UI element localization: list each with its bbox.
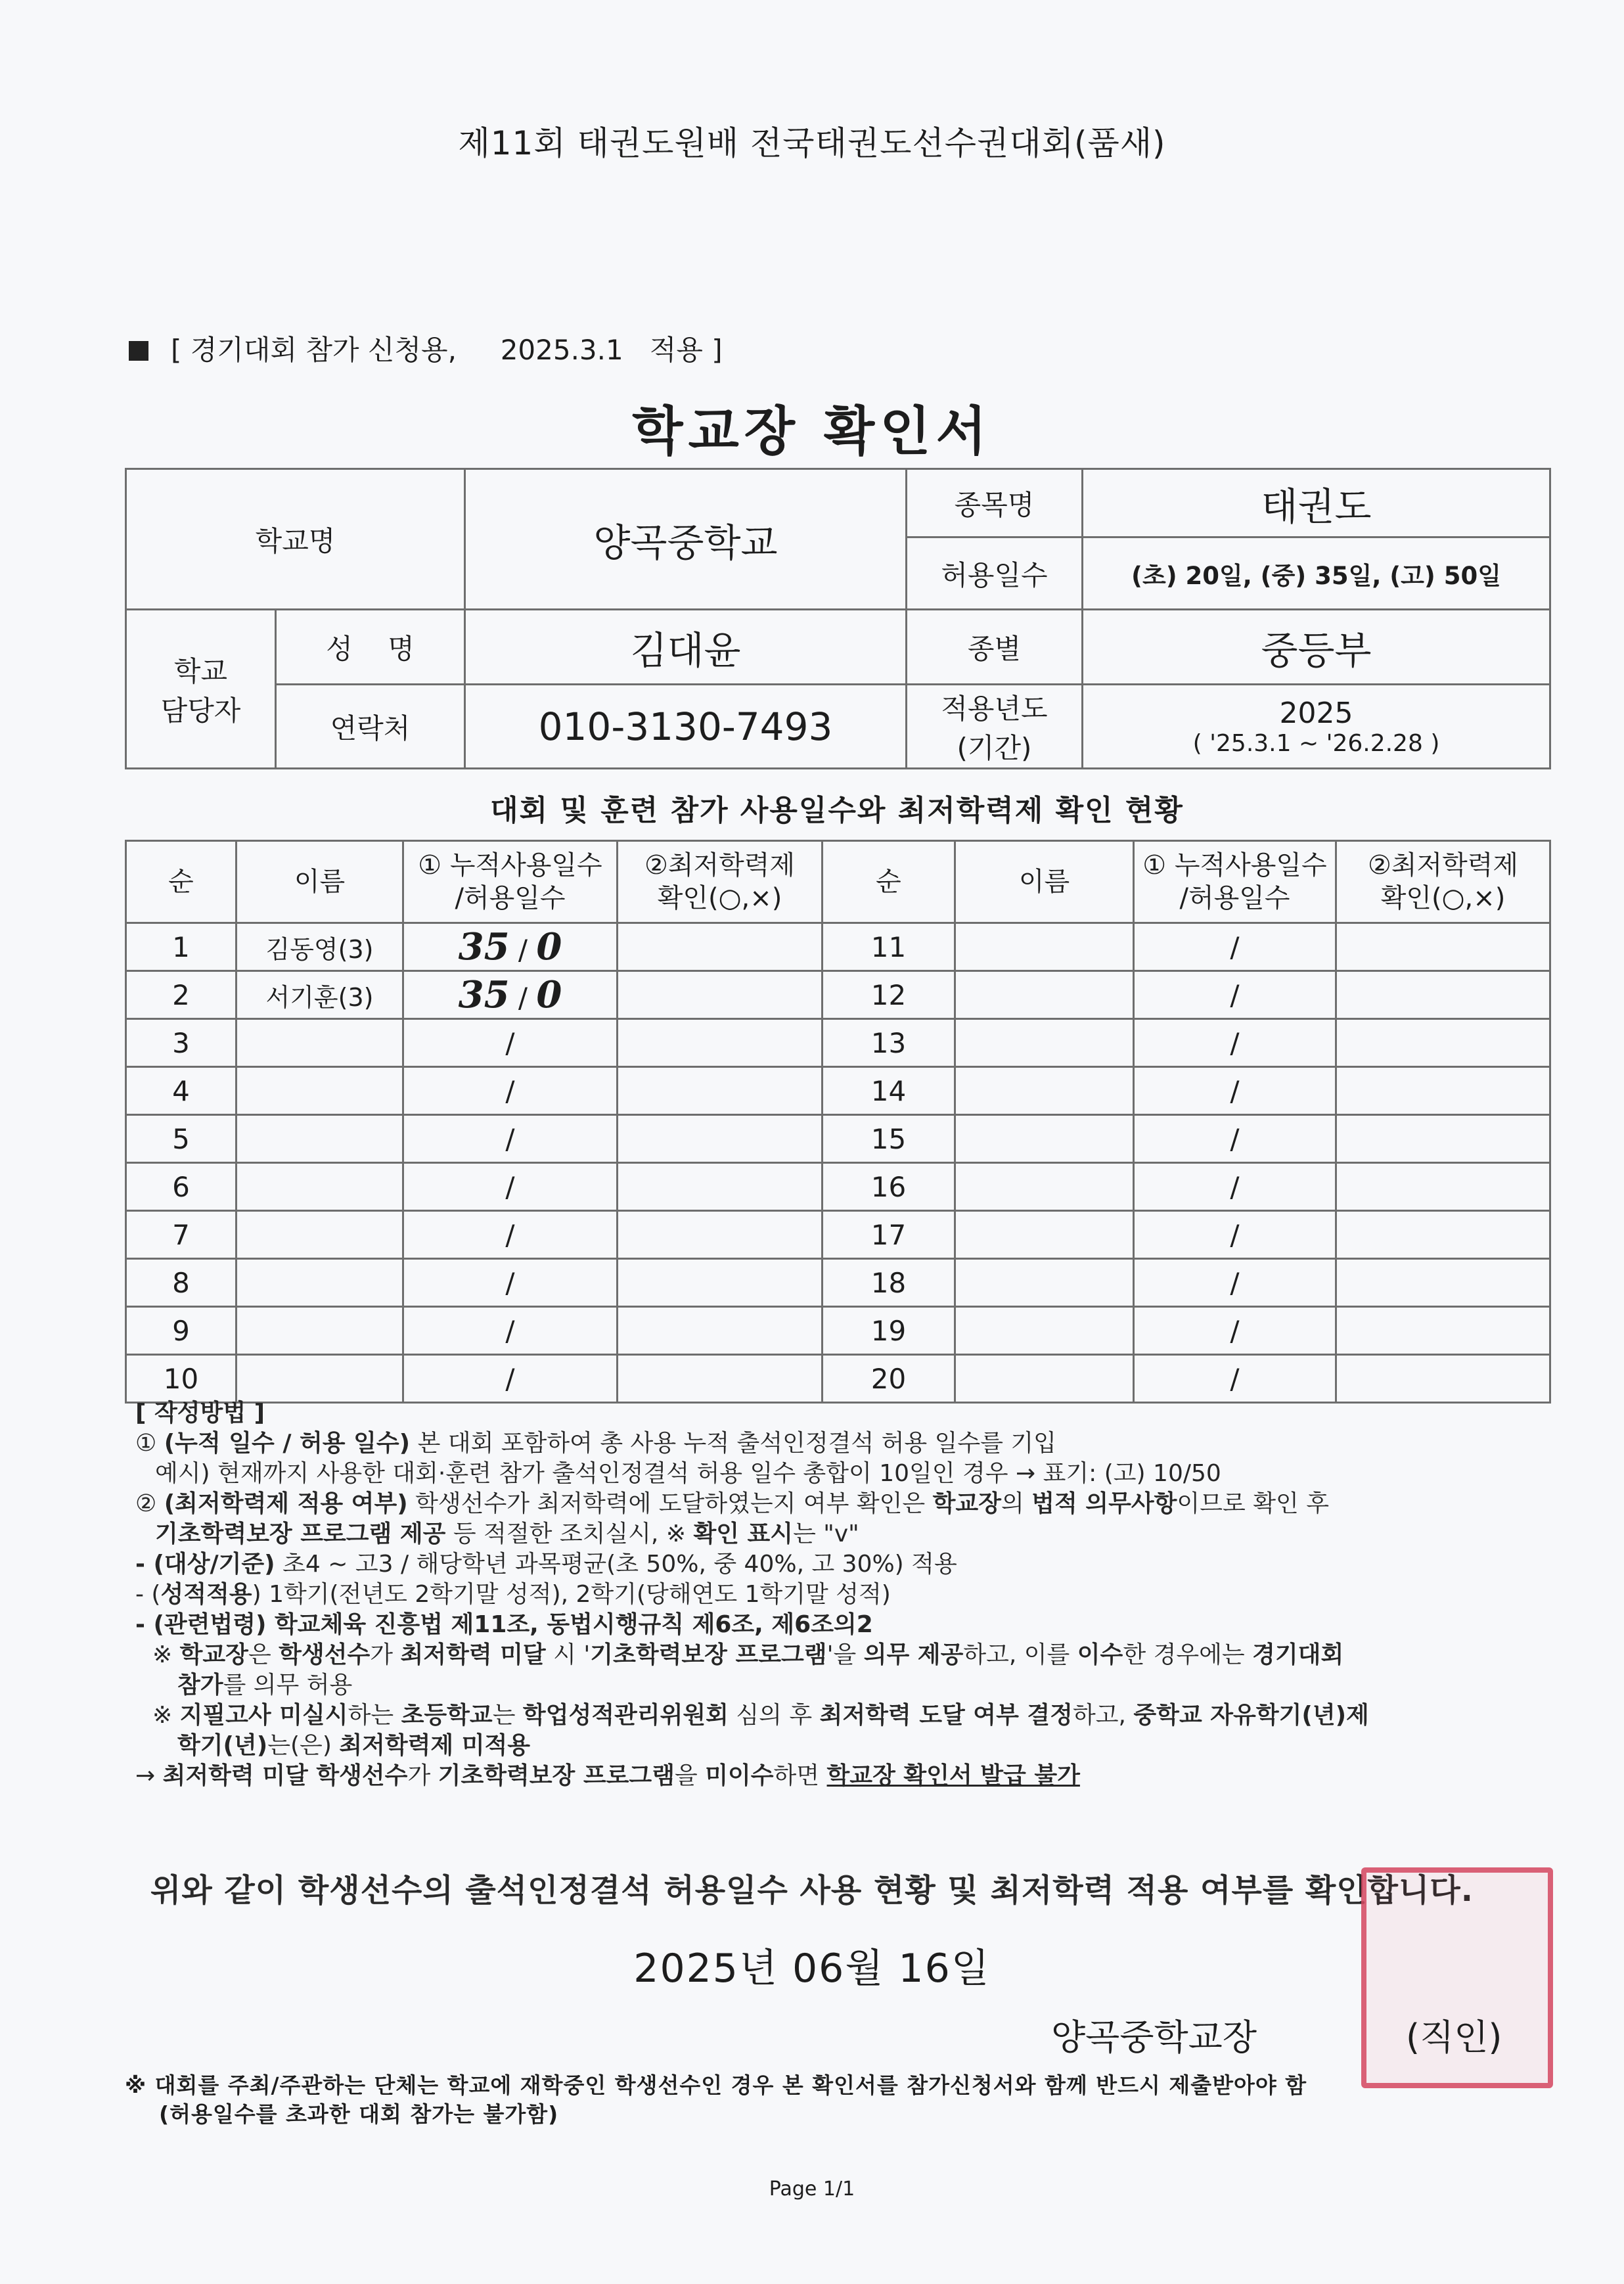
row-name: [237, 1019, 403, 1067]
row-days: /: [403, 1259, 618, 1307]
year-value: 2025: [1279, 696, 1353, 730]
row-slash: /: [518, 982, 528, 1014]
table-row: [126, 1115, 1550, 1163]
row-days-2: /: [1134, 1067, 1336, 1115]
header-min-line1: ②최저학력제: [644, 850, 796, 880]
n1-b: 학교장: [179, 1641, 248, 1668]
header-min-line2: 확인(○,×): [657, 883, 782, 913]
row-no: 6: [126, 1163, 237, 1211]
n1-f: 최저학력 미달: [400, 1641, 546, 1668]
name-value: 김대윤: [465, 610, 907, 685]
table-row: [126, 1259, 1550, 1307]
n3-a: →: [135, 1762, 163, 1789]
row-no-2: 20: [823, 1355, 955, 1403]
row-days: /: [403, 1115, 618, 1163]
sport-label: 종목명: [907, 469, 1083, 537]
n1-k: 하고, 이를: [963, 1641, 1077, 1668]
row-name: [237, 1259, 403, 1307]
allowed-days-value: (초) 20일, (중) 35일, (고) 50일: [1083, 537, 1550, 610]
n3-g: 하면: [773, 1762, 827, 1789]
row-name-2: [955, 1211, 1134, 1259]
row-check-2: [1336, 1067, 1550, 1115]
row-days: /: [403, 1019, 618, 1067]
d3-bold: - (관련법령) 학교체육 진흥법 제11조, 동법시행규칙 제6조, 제6조의2: [135, 1611, 873, 1638]
school-value: 양곡중학교: [465, 469, 907, 610]
row-days-2: /: [1134, 1355, 1336, 1403]
phone-label: 연락처: [276, 685, 465, 769]
row-name-2: [955, 1307, 1134, 1355]
document-title: 학교장 확인서: [632, 401, 992, 462]
row-check: [618, 1115, 823, 1163]
contact-person-label-line1: 학교: [173, 654, 228, 687]
row-check-2: [1336, 971, 1550, 1019]
header-days-line1: ① 누적사용일수: [418, 850, 602, 880]
contact-person-label-line2: 담당자: [160, 694, 241, 727]
contest-title: 제11회 태권도원배 전국태권도선수권대회(품새): [458, 124, 1166, 162]
row-check: [618, 923, 823, 971]
d1-bold: - (대상/기준): [135, 1551, 275, 1578]
note-1: [135, 1640, 1568, 1670]
form-label-text: [ 경기대회 참가 신청용, 2025.3.1 적용 ]: [171, 334, 723, 366]
row-check-2: [1336, 1211, 1550, 1259]
row-name-2: [955, 923, 1134, 971]
n2-j: 중학교 자유학기(년)제: [1133, 1702, 1369, 1729]
row-check: [618, 1355, 823, 1403]
row-allowed-days: 0: [536, 973, 562, 1016]
d2-text-b: ) 1학기(전년도 2학기말 성적), 2학기(당해연도 1학기말 성적): [252, 1581, 891, 1608]
row-used-days: 35: [458, 973, 510, 1016]
row-name: [237, 1115, 403, 1163]
n2-line2-bold: 학기(년): [177, 1732, 268, 1759]
n1-a: ※: [152, 1641, 180, 1668]
n2-c: 하는: [348, 1702, 401, 1729]
i2-text-c: 의: [1001, 1490, 1032, 1517]
i2-line2-bold2: 확인 표시: [693, 1520, 794, 1547]
n3-b: 최저학력 미달 학생선수: [162, 1762, 408, 1789]
row-days-2: /: [1134, 1163, 1336, 1211]
header-no: 순: [126, 841, 237, 923]
header-days-line2: /허용일수: [455, 883, 566, 913]
row-no: 9: [126, 1307, 237, 1355]
row-days-2: /: [1134, 923, 1336, 971]
footer-note-line2: (허용일수를 초과한 대회 참가는 불가함): [159, 2101, 559, 2127]
i2-line2-bold: 기초학력보장 프로그램 제공: [155, 1520, 446, 1547]
i2-bold-b: 학교장: [932, 1490, 1001, 1517]
row-days: /: [403, 1211, 618, 1259]
n1-d: 학생선수: [279, 1641, 371, 1668]
issue-date: 2025년 06월 16일: [633, 1946, 991, 1992]
detail-3: [135, 1610, 1568, 1640]
row-check-2: [1336, 1019, 1550, 1067]
i2-line2-text: 등 적절한 조치실시, ※: [445, 1520, 694, 1547]
header-min-2: [1336, 841, 1550, 923]
note-2-line2: [135, 1731, 1568, 1761]
row-name-2: [955, 1019, 1134, 1067]
row-days-2: /: [1134, 1259, 1336, 1307]
header-no-2: 순: [823, 841, 955, 923]
d1-text: 초4 ~ 고3 / 해당학년 과목평균(초 50%, 중 40%, 고 30%) 적용: [275, 1551, 957, 1578]
row-name: 김동영(3): [237, 923, 403, 971]
year-label-line1: 적용년도: [941, 692, 1048, 725]
header-name-2: 이름: [955, 841, 1134, 923]
school-label: 학교명: [126, 469, 465, 610]
row-name: [237, 1067, 403, 1115]
footer-note-line1: ※ 대회를 주최/주관하는 단체는 학교에 재학중인 학생선수인 경우 본 확인서를 참가신청서와 함께 반드시 제출받아야 함: [125, 2072, 1307, 2098]
principal-name: 양곡중학교장: [1051, 2017, 1257, 2058]
row-days: [403, 923, 618, 971]
row-days: [403, 971, 618, 1019]
header-days-2: [1134, 841, 1336, 923]
n2-a: ※: [152, 1702, 180, 1729]
table-row: [126, 971, 1550, 1019]
header-days-2-line2: /허용일수: [1179, 883, 1290, 913]
year-label-line2: (기간): [957, 731, 1032, 764]
n2-line2-text: 는(은): [267, 1732, 340, 1759]
row-no-2: 11: [823, 923, 955, 971]
i2-text-e: 이므로 확인 후: [1177, 1490, 1329, 1517]
row-no-2: 19: [823, 1307, 955, 1355]
row-no-2: 16: [823, 1163, 955, 1211]
header-min-2-line1: ②최저학력제: [1367, 850, 1519, 880]
header-days: [403, 841, 618, 923]
header-min-2-line2: 확인(○,×): [1380, 883, 1506, 913]
row-check-2: [1336, 923, 1550, 971]
row-no-2: 17: [823, 1211, 955, 1259]
n1-i: '을: [826, 1641, 864, 1668]
footer-note: [125, 2071, 1564, 2129]
n1-line2-bold: 참가: [177, 1672, 223, 1699]
note-3: [135, 1761, 1568, 1791]
division-label: 종별: [907, 610, 1083, 685]
n3-h: 학교장 확인서 발급 불가: [826, 1762, 1080, 1789]
row-no-2: 12: [823, 971, 955, 1019]
row-check-2: [1336, 1259, 1550, 1307]
seal-note: (직인): [1406, 2017, 1502, 2058]
row-days-2: /: [1134, 1019, 1336, 1067]
i1-text: 본 대회 포함하여 총 사용 누적 출석인정결석 허용 일수를 기입: [410, 1430, 1056, 1457]
n2-h: 최저학력 도달 여부 결정: [819, 1702, 1073, 1729]
instruction-1-example: [135, 1459, 1568, 1489]
row-days-2: /: [1134, 971, 1336, 1019]
i2-bold: (최저학력제 적용 여부): [164, 1490, 408, 1517]
header-days-2-line1: ① 누적사용일수: [1142, 850, 1327, 880]
row-check: [618, 1307, 823, 1355]
row-check: [618, 971, 823, 1019]
row-name: [237, 1163, 403, 1211]
phone-value: 010-3130-7493: [465, 685, 907, 769]
row-name-2: [955, 1355, 1134, 1403]
row-check-2: [1336, 1355, 1550, 1403]
n1-e: 가: [370, 1641, 401, 1668]
n3-f: 미이수: [705, 1762, 774, 1789]
form-label: [129, 329, 723, 368]
row-name-2: [955, 1067, 1134, 1115]
row-no: 1: [126, 923, 237, 971]
row-no: 4: [126, 1067, 237, 1115]
row-no: 2: [126, 971, 237, 1019]
row-name: [237, 1211, 403, 1259]
row-name: [237, 1355, 403, 1403]
sport-value: 태권도: [1083, 469, 1550, 537]
confirmation-statement: 위와 같이 학생선수의 출석인정결석 허용일수 사용 현황 및 최저학력 적용 여부를 확인합니다.: [150, 1872, 1474, 1909]
instructions: [135, 1398, 1568, 1791]
square-bullet-icon: [129, 341, 148, 361]
row-name: [237, 1307, 403, 1355]
row-check-2: [1336, 1307, 1550, 1355]
i1-example: 예시) 현재까지 사용한 대회·훈련 참가 출석인정결석 허용 일수 총합이 10일인 경우 → 표기: (고) 10/50: [155, 1460, 1221, 1487]
row-check-2: [1336, 1163, 1550, 1211]
row-name-2: [955, 1163, 1134, 1211]
period-value: ( '25.3.1 ~ '26.2.28 ): [1192, 729, 1440, 757]
instructions-heading: [135, 1398, 1568, 1428]
n3-c: 가: [407, 1762, 438, 1789]
table-row: [126, 1307, 1550, 1355]
n3-d: 기초학력보장 프로그램: [438, 1762, 675, 1789]
i1-bold: (누적 일수 / 허용 일수): [164, 1430, 411, 1457]
row-days: /: [403, 1067, 618, 1115]
instruction-1: [135, 1428, 1568, 1459]
n2-f: 학업성적관리위원회: [522, 1702, 729, 1729]
row-days-2: /: [1134, 1115, 1336, 1163]
n1-l: 이수: [1077, 1641, 1123, 1668]
i2-bold-d: 법적 의무사항: [1031, 1490, 1177, 1517]
row-name: 서기훈(3): [237, 971, 403, 1019]
usage-table: [125, 840, 1551, 1404]
table-row: [126, 1067, 1550, 1115]
row-check: [618, 1211, 823, 1259]
note-1-line2: [135, 1670, 1568, 1701]
row-no: 3: [126, 1019, 237, 1067]
row-days: /: [403, 1355, 618, 1403]
n1-c: 은: [248, 1641, 279, 1668]
row-used-days: 35: [458, 925, 510, 969]
table-row: [126, 923, 1550, 971]
d2-text-a: - (: [135, 1581, 161, 1608]
division-value: 중등부: [1083, 610, 1550, 685]
row-no: 7: [126, 1211, 237, 1259]
instruction-2-line2: [135, 1519, 1568, 1549]
name-label: 성 명: [276, 610, 465, 685]
n1-m: 한 경우에는: [1123, 1641, 1253, 1668]
year-label: [907, 685, 1083, 769]
table-row: [126, 1211, 1550, 1259]
row-days-2: /: [1134, 1211, 1336, 1259]
row-check: [618, 1067, 823, 1115]
page-number: Page 1/1: [769, 2178, 855, 2201]
note-2: [135, 1701, 1568, 1731]
n1-h: 기초학력보장 프로그램: [590, 1641, 827, 1668]
table-row: [126, 1163, 1550, 1211]
row-no: 5: [126, 1115, 237, 1163]
n2-b: 지필고사 미실시: [179, 1702, 348, 1729]
row-check: [618, 1019, 823, 1067]
table-row: [126, 1019, 1550, 1067]
allowed-days-label: 허용일수: [907, 537, 1083, 610]
n1-j: 의무 제공: [863, 1641, 964, 1668]
usage-table-header: [126, 841, 1550, 923]
row-check: [618, 1259, 823, 1307]
row-allowed-days: 0: [536, 925, 562, 969]
row-days: /: [403, 1307, 618, 1355]
n1-g: 시 ': [545, 1641, 591, 1668]
instructions-heading-text: [ 작성방법 ]: [135, 1400, 265, 1427]
d2-bold: 성적적용: [160, 1581, 252, 1608]
n2-i: 하고,: [1072, 1702, 1134, 1729]
detail-1: [135, 1549, 1568, 1580]
row-slash: /: [518, 934, 528, 966]
row-check-2: [1336, 1115, 1550, 1163]
detail-2: [135, 1580, 1568, 1610]
row-no-2: 18: [823, 1259, 955, 1307]
n2-e: 는: [492, 1702, 523, 1729]
i2-text-a: 학생선수가 최저학력에 도달하였는지 여부 확인은: [407, 1490, 933, 1517]
i2-prefix: ②: [135, 1490, 164, 1517]
row-name-2: [955, 1115, 1134, 1163]
section-title: 대회 및 훈련 참가 사용일수와 최저학력제 확인 현황: [490, 794, 1184, 827]
instruction-2: [135, 1489, 1568, 1519]
row-name-2: [955, 1259, 1134, 1307]
n2-g: 심의 후: [728, 1702, 820, 1729]
header-name: 이름: [237, 841, 403, 923]
row-no-2: 14: [823, 1067, 955, 1115]
info-table: [125, 468, 1551, 769]
row-no-2: 13: [823, 1019, 955, 1067]
contact-person-label: [126, 610, 276, 769]
n1-n: 경기대회: [1252, 1641, 1344, 1668]
year-cell: [1083, 685, 1550, 769]
row-no-2: 15: [823, 1115, 955, 1163]
row-days: /: [403, 1163, 618, 1211]
header-min: [618, 841, 823, 923]
n2-line2-bold2: 최저학력제 미적용: [339, 1732, 531, 1759]
row-check: [618, 1163, 823, 1211]
n3-e: 을: [674, 1762, 706, 1789]
row-days-2: /: [1134, 1307, 1336, 1355]
n2-d: 초등학교: [401, 1702, 493, 1729]
row-no: 8: [126, 1259, 237, 1307]
row-name-2: [955, 971, 1134, 1019]
i1-prefix: ①: [135, 1430, 164, 1457]
n1-line2-text: 를 의무 허용: [223, 1672, 353, 1699]
row-no: 10: [126, 1355, 237, 1403]
i2-line2-text2: 는 "v": [793, 1520, 859, 1547]
table-row: [126, 1355, 1550, 1403]
